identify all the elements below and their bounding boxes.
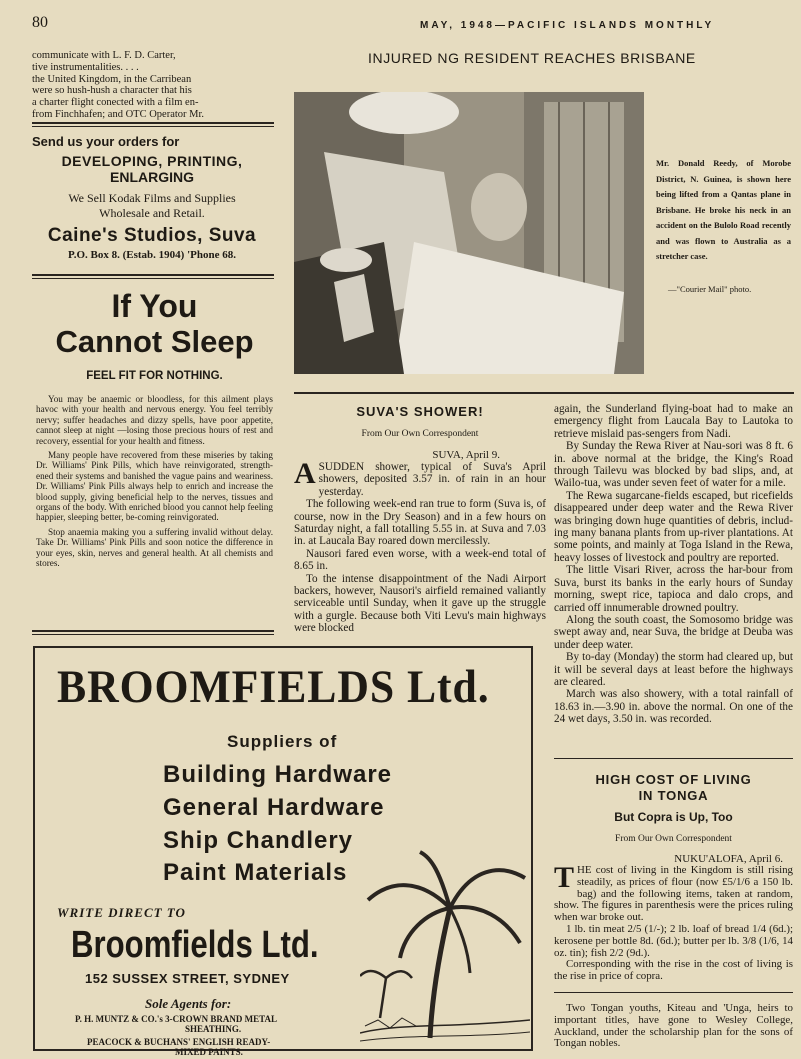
ad-address: 152 SUSSEX STREET, SYDNEY: [85, 971, 290, 986]
ad-subhead: FEEL FIT FOR NOTHING.: [86, 370, 223, 382]
photo-illustration: [294, 92, 644, 374]
ad-agent-line: SHEATHING.: [185, 1024, 242, 1034]
caines-studios-ad: [32, 130, 272, 278]
fragment-line: communicate with L. F. D. Carter,: [32, 50, 176, 61]
ad-write-direct: WRITE DIRECT TO: [57, 905, 186, 920]
fragment-line: from Finchhafen; and OTC Operator Mr.: [32, 108, 205, 120]
ad-line: DEVELOPING, PRINTING,: [61, 153, 243, 169]
story-headline: IN TONGA: [638, 788, 709, 803]
ad-agent-line: PEACOCK & BUCHANS' ENGLISH READY-: [87, 1037, 271, 1047]
story-paragraph: Along the south coast, the Somosomo bridge was swept away and, near Suva, the bridge at Deuba was under deep water.: [554, 613, 793, 651]
suva-story-continued: [554, 403, 793, 726]
divider: [32, 122, 274, 124]
story-paragraph: again, the Sunderland flying-boat had to make an emergency flight from Laucala Bay to Lautoka to retrieve mislaid pas-sengers from Nadi.: [554, 403, 793, 440]
ad-brand-secondary: Broomfields Ltd.: [71, 924, 319, 966]
story-paragraph: 1 lb. tin meat 2/5 (1/-); 2 lb. loaf of bread 1/4 (6d.); kerosene per bottle 8d. (6d.); butter per lb. 3/8 (1/6, 14 oz. tin); fish 2/2 (9d.).: [554, 922, 793, 959]
ad-contact: P.O. Box 8. (Estab. 1904) 'Phone 68.: [68, 249, 236, 261]
photo-credit: —"Courier Mail" photo.: [668, 284, 752, 294]
story-headline: HIGH COST OF LIVING: [595, 772, 752, 787]
story-paragraph: Two Tongan youths, Kiteau and 'Unga, heirs to important titles, have gone to Wesley College, Auckland, under the scholarship plan for the sons of Tongan nobles.: [554, 1002, 793, 1050]
ad-line: Wholesale and Retail.: [99, 206, 205, 220]
ad-suppliers-label: Suppliers of: [227, 732, 338, 751]
story-dateline: NUKU'ALOFA, April 6.: [674, 853, 783, 865]
running-head: MAY, 1948—PACIFIC ISLANDS MONTHLY: [420, 20, 715, 31]
ad-line: ENLARGING: [110, 169, 194, 185]
continued-fragment: [32, 50, 274, 121]
story-paragraph: The little Visari River, across the har-bour from Suva, burst its banks in the early hours of Sunday morning, swept rice, tapioca and dalo crops, and carried off innumerable drowned poultry.: [554, 564, 793, 614]
drop-cap: T: [554, 861, 575, 894]
divider: [32, 126, 274, 127]
ad-agents-label: Sole Agents for:: [145, 996, 232, 1011]
ad-brand: BROOMFIELDS Ltd.: [57, 661, 490, 713]
ad-agent-line: MIXED PAINTS.: [175, 1047, 243, 1057]
story-paragraph: To the intense disappointment of the Nadi Airport backers, however, Nausori's airfield remained valiantly serviceable until Sunday, when it gave up the struggle with a gurgle. Because both Viti Levu's main highways were blocked: [294, 572, 546, 635]
story-paragraph: March was also showery, with a total rainfall of 18.63 in.—3.90 in. above the normal. On one of the 24 wet days, 3.50 in. was recorded.: [554, 688, 793, 726]
ad-product-line: General Hardware: [163, 794, 385, 821]
story-dateline: SUVA, April 9.: [432, 449, 500, 461]
divider: [32, 278, 274, 279]
ad-headline: Cannot Sleep: [55, 324, 254, 359]
ad-line: Send us your orders for: [32, 134, 180, 149]
story-subhead: But Copra is Up, Too: [614, 810, 733, 824]
story-byline: From Our Own Correspondent: [615, 834, 732, 844]
ad-product-line: Ship Chandlery: [163, 827, 354, 854]
story-lead: SUDDEN shower, typical of Suva's April showers, deposited 3.57 in. of rain in an hour yesterday.: [318, 461, 546, 498]
divider: [554, 992, 793, 993]
divider: [32, 634, 274, 635]
suva-story: [294, 404, 546, 635]
story-headline: INJURED NG RESIDENT REACHES BRISBANE: [368, 50, 696, 66]
story-paragraph: Corresponding with the rise in the cost of living is the rise in price of copra.: [554, 958, 793, 983]
ad-product-line: Building Hardware: [163, 761, 393, 788]
page-number: 80: [32, 14, 48, 31]
pink-pills-ad: [32, 280, 277, 635]
tonga-story: [554, 772, 793, 983]
fragment-line: the United Kingdom, in the Carribean: [32, 73, 192, 85]
drop-cap: A: [294, 457, 316, 490]
story-paragraph: By to-day (Monday) the storm had cleared up, but it will be several days at least before the highways are cleared.: [554, 651, 793, 688]
story-lead: HE cost of living in the Kingdom is still rising steadily, as prices of flour (now £5/1/6 a 150 lb. bag) and the following items, taken at random, show. The figures in parenthesis were the prices ruling when war broke out.: [554, 864, 793, 924]
story-headline: SUVA'S SHOWER!: [356, 404, 484, 419]
story-paragraph: Nausori fared even worse, with a week-end total of 8.65 in.: [294, 547, 546, 573]
photo-caption: Mr. Donald Reedy, of Morobe District, N. Guinea, is shown here being lifted from a Qantas plane in Brisbane. He broke his neck in an accident on the Bulolo Road recently and was flown to Australia as a stretcher case.: [656, 158, 791, 261]
fragment-line: tive instrumentalities. . . .: [32, 61, 139, 73]
story-byline: From Our Own Correspondent: [361, 429, 479, 439]
story-paragraph: By Sunday the Rewa River at Nau-sori was 8 ft. 6 in. above normal at the bridge, the King's Road through Tailevu was blocked by bad slips, and, at Wailo-tua, was under seven feet of water for a mile.: [554, 440, 793, 490]
ad-product-line: Paint Materials: [163, 859, 348, 886]
story-paragraph: The following week-end ran true to form (Suva is, of course, now in the Dry Season) and in a few hours on Saturday night, a fall totalling 5.55 in. at Suva and 7.03 in. at Laucala Bay roared down mercilessly.: [294, 498, 546, 548]
fragment-line: a charter flight conected with a film en-: [32, 97, 199, 109]
ad-line: We Sell Kodak Films and Supplies: [68, 191, 236, 205]
ad-headline: If You: [111, 288, 198, 324]
divider: [294, 392, 794, 394]
palm-tree-illustration: [360, 848, 530, 1048]
divider: [554, 758, 793, 759]
ad-paragraph: Many people have recovered from these miseries by taking Dr. Williams' Pink Pills, which have reinvigorated, strength-ened their systems and banished the vague pains and weariness. Dr. Williams' Pink Pills always help to enrich and increase the blood supply, giving beneficial help to the nerves, tissues and organs of the body. With enriched blood you cannot help feeling happier, sleeping better, be-coming reinvigorated.: [36, 450, 273, 523]
ad-paragraph: Stop anaemia making you a suffering invalid without delay. Take Dr. Williams' Pink Pills and soon notice the difference in your eyes, skin, nerves and general health. At all chemists and stores.: [36, 526, 273, 569]
ad-paragraph: You may be anaemic or bloodless, for this ailment plays havoc with your health and nervous energy. You feel terribly nervy; suffer headaches and dizzy spells, have poor appetite, cannot sleep at night —losing those precious hours of rest and recovery, essential for your health and fitness.: [36, 394, 273, 446]
tonga-news-item: [554, 1003, 793, 1050]
ad-studio-name: Caine's Studios, Suva: [47, 225, 257, 246]
broomfields-ad: [33, 646, 533, 1057]
story-paragraph: The Rewa sugarcane-fields escaped, but ricefields disappeared under deep water and the Rewa River was bringing down huge quantities of debris, includ-ing many banana plants from up-river plantations. At some points, and mainly at Toga Island in the Rewa, heavy losses of livestock and poultry are reported.: [554, 489, 793, 564]
ad-agent-line: P. H. MUNTZ & CO.'s 3-CROWN BRAND METAL: [75, 1014, 278, 1024]
divider: [32, 274, 274, 276]
fragment-line: were so hush-hush a character that his: [32, 85, 192, 97]
news-photo: [294, 92, 644, 374]
divider: [32, 630, 274, 632]
